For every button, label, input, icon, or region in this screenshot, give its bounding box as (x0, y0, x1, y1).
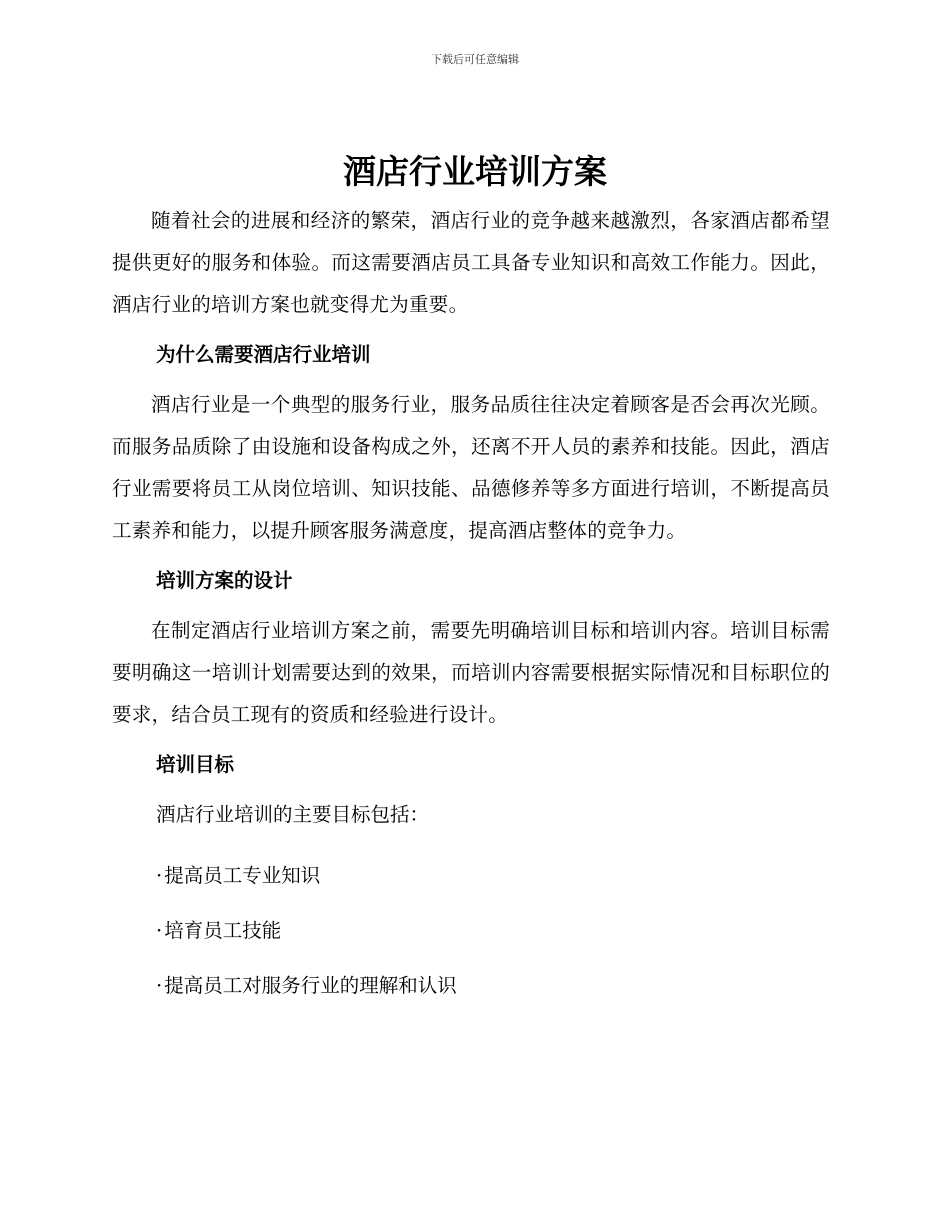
document-body (112, 200, 830, 1001)
section-heading-why: 为什么需要酒店行业培训 (156, 343, 371, 366)
list-item-text: 培育员工技能 (164, 919, 282, 942)
bullet-dot-icon: · (156, 864, 163, 887)
section-paragraph-why: 酒店行业是一个典型的服务行业，服务品质往往决定着顾客是否会再次光顾。而服务品质除了由设施和设备构成之外，还离不开人员的素养和技能。因此，酒店行业需要将员工从岗位培训、知识技能、品德修养等多方面进行培训，不断提高员工素养和能力，以提升顾客服务满意度，提高酒店整体的竞争力。 (112, 393, 830, 542)
intro-paragraph: 随着社会的进展和经济的繁荣，酒店行业的竞争越来越激烈，各家酒店都希望提供更好的服务和体验。而这需要酒店员工具备专业知识和高效工作能力。因此，酒店行业的培训方案也就变得尤为重要。 (112, 209, 830, 316)
document-title: 酒店行业培训方案 (343, 152, 607, 191)
list-item (112, 971, 830, 1001)
section-paragraph-design: 在制定酒店行业培训方案之前，需要先明确培训目标和培训内容。培训目标需要明确这一培训计划需要达到的效果，而培训内容需要根据实际情况和目标职位的要求，结合员工现有的资质和经验进行设计。 (112, 619, 830, 726)
list-item (112, 861, 830, 891)
list-item-text: 提高员工专业知识 (164, 864, 321, 887)
section-heading-design: 培训方案的设计 (156, 569, 293, 592)
section-heading-goals: 培训目标 (156, 753, 235, 776)
goals-intro-line: 酒店行业培训的主要目标包括： (156, 803, 430, 826)
goals-bullet-list (112, 861, 830, 1001)
bullet-dot-icon: · (156, 974, 163, 997)
bullet-dot-icon: · (156, 919, 163, 942)
list-item (112, 916, 830, 946)
page-header-note: 下载后可任意编辑 (431, 53, 519, 66)
list-item-text: 提高员工对服务行业的理解和认识 (164, 974, 457, 997)
